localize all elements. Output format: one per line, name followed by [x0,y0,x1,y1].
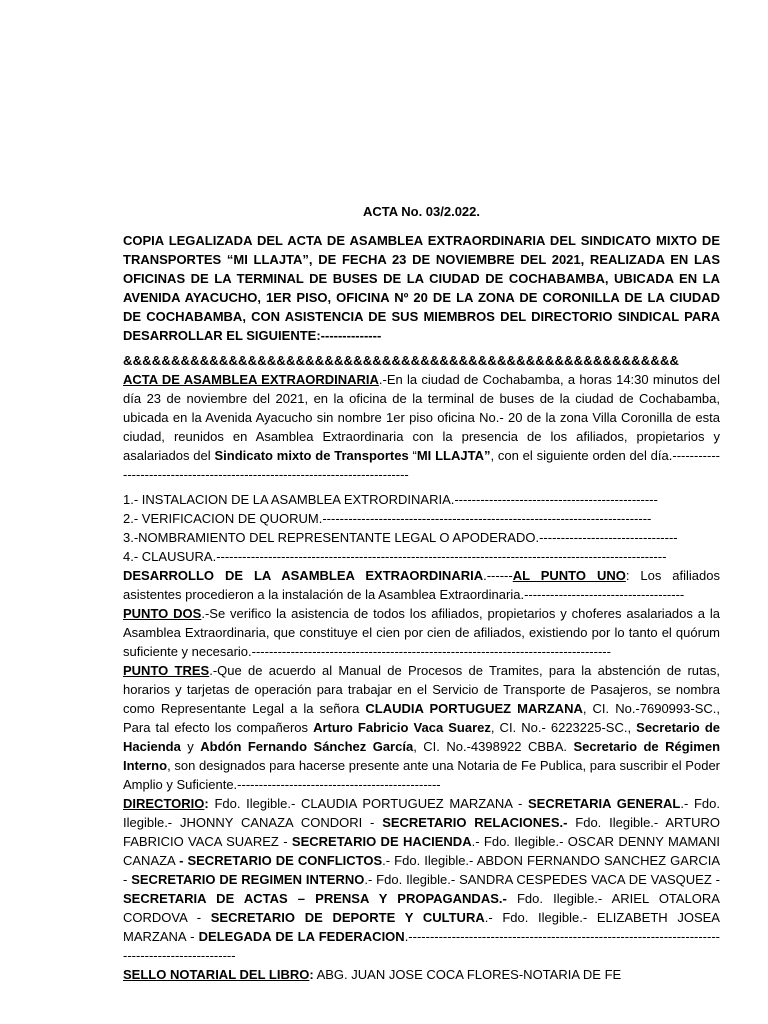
punto-tres-bold-4: Abdón Fernando Sánchez García [200,739,414,754]
directorio-text: Fdo. Ilegible.- ARTURO FABRICIO VACA SUAREZ - [123,815,720,849]
punto-tres-paragraph [123,661,720,794]
orden-item: 4.- CLAUSURA.-------------------------------------------------------------------------------------------------------- [123,549,667,564]
directorio-text: Fdo. Ilegible.- ARIEL OTALORA CORDOVA - [123,891,720,925]
acta-paragraph [123,370,720,484]
desarrollo-label: DESARROLLO DE LA ASAMBLEA EXTRAORDINARIA [123,568,484,583]
punto-dos-paragraph [123,604,720,661]
punto-dos-label: PUNTO DOS [123,606,202,621]
directorio-text: .-------------------------------------------------------------------------------------------------- [123,929,720,963]
desarrollo-dashes: .------ [483,568,513,583]
punto-tres-bold-3: Secretario de Hacienda [123,720,720,754]
punto-tres-bold-1: CLAUDIA PORTUGUEZ MARZANA [365,701,583,716]
punto-tres-text-2: , CI. No.-7690993-SC., Para tal efecto los compañeros [123,701,720,735]
directorio-paragraph [123,794,720,965]
document-title: ACTA No. 03/2.022. [362,204,481,219]
directorio-role: DELEGADA DE LA FEDERACION [198,929,405,944]
acta-bold-1: Sindicato mixto de Transportes [214,448,409,463]
ampersand-separator: &&&&&&&&&&&&&&&&&&&&&&&&&&&&&&&&&&&&&&&&&&&&&&&&&&&&&&&&&& [123,353,680,368]
document-heading: COPIA LEGALIZADA DEL ACTA DE ASAMBLEA EXTRAORDINARIA DEL SINDICATO MIXTO DE TRANSPORTES “MI LLAJTA”, DE FECHA 23 DE NOVIEMBRE DEL 2021, REALIZADA EN LAS OFICINAS DE LA TERMINAL DE BUSES DE LA CIUDAD DE COCHABAMBA, UBICADA EN LA AVENIDA AYACUCHO, 1ER PISO, OFICINA Nº 20 DE LA ZONA DE CORONILLA DE LA CIUDAD DE COCHABAMBA, CON ASISTENCIA DE SUS MIEMBROS DEL DIRECTORIO SINDICAL PARA DESARROLLAR EL SIGUIENTE:-------------- [123,233,720,343]
acta-text-3: , con el siguiente orden del día.----------------------------------------------------------------------------- [123,448,720,482]
orden-item: 3.-NOMBRAMIENTO DEL REPRESENTANTE LEGAL O APODERADO.-------------------------------- [123,530,678,545]
sello-text: ABG. JUAN JOSE COCA FLORES-NOTARIA DE FE [313,967,622,982]
punto-tres-text-4: y [180,739,201,754]
document-page [123,202,720,984]
directorio-text: Fdo. Ilegible.- CLAUDIA PORTUGUEZ MARZANA - [208,796,528,811]
acta-text-2: “ [408,448,417,463]
acta-label: ACTA DE ASAMBLEA EXTRAORDINARIA [123,372,379,387]
directorio-role: SECRETARIO RELACIONES.- [382,815,568,830]
directorio-text: .- Fdo. Ilegible.- OSCAR DENNY MAMANI CANAZA [123,834,721,868]
punto-tres-bold-2: Arturo Fabricio Vaca Suarez [313,720,491,735]
directorio-role: SECRETARIA GENERAL [528,796,681,811]
directorio-role: SECRETARIA DE ACTAS – PRENSA Y PROPAGANDAS.- [123,891,507,906]
sello-paragraph [123,965,720,984]
directorio-colon: : [204,796,209,811]
punto-uno-label: AL PUNTO UNO [512,568,626,583]
orden-item: 1.- INSTALACION DE LA ASAMBLEA EXTRORDINARIA.----------------------------------------------- [123,492,658,507]
punto-tres-text-5: , CI. No.-4398922 CBBA. [413,739,574,754]
directorio-text: .- Fdo. Ilegible.- ABDON FERNANDO SANCHEZ GARCIA - [123,853,721,887]
punto-tres-bold-5: Secretario de Régimen Interno [123,739,721,773]
punto-tres-text-1: .-Que de acuerdo al Manual de Procesos de Tramites, para la abstención de rutas, horarios y tarjetas de operación para trabajar en el Servicio de Transporte de Pasajeros, se nombra como Representante Legal a la señora [123,663,720,716]
directorio-role: SECRETARIO DE DEPORTE Y CULTURA [210,910,485,925]
punto-tres-text-6: , son designados para hacerse presente ante una Notaria de Fe Publica, para suscribir el Poder Amplio y Suficiente.----------------------------------------------- [123,758,720,792]
punto-tres-label: PUNTO TRES [123,663,210,678]
directorio-role: SECRETARIO DE REGIMEN INTERNO [131,872,365,887]
desarrollo-paragraph [123,566,720,604]
directorio-role: - SECRETARIO DE CONFLICTOS [179,853,383,868]
punto-tres-text-3: , CI. No.- 6223225-SC., [490,720,637,735]
directorio-text: .- Fdo. Ilegible.- JHONNY CANAZA CONDORI - [123,796,720,830]
punto-uno-text: : Los afiliados asistentes procedieron a la instalación de la Asamblea Extraordinaria.------------------------------------- [123,568,720,602]
sello-label: SELLO NOTARIAL DEL LIBRO [123,967,310,982]
punto-dos-text: .-Se verifico la asistencia de todos los afiliados, propietarios y choferes asalariados a la Asamblea Extraordinaria, que constituye el cien por cien de afiliados, existiendo por lo tanto el quórum suficiente y necesario.----------------------------------------------------------------------------------- [123,606,720,659]
directorio-label: DIRECTORIO [123,796,205,811]
orden-item: 2.- VERIFICACION DE QUORUM.---------------------------------------------------------------------------- [123,511,652,526]
directorio-text: .- Fdo. Ilegible.- SANDRA CESPEDES VACA DE VASQUEZ - [364,872,720,887]
directorio-role: SECRETARIO DE HACIENDA [291,834,472,849]
acta-bold-2: MI LLAJTA” [416,448,491,463]
acta-text-1: .-En la ciudad de Cochabamba, a horas 14:30 minutos del día 23 de noviembre del 2021, en la oficina de la terminal de buses de la ciudad de Cochabamba, ubicada en la Avenida Ayacucho sin nombre 1er piso oficina No.- 20 de la zona Villa Coronilla de esta ciudad, reunidos en Asamblea Extraordinaria con la presencia de los afiliados, propietarios y asalariados del [123,372,720,463]
orden-del-dia [123,490,720,566]
sello-colon: : [309,967,314,982]
directorio-text: .- Fdo. Ilegible.- ELIZABETH JOSEA MARZANA - [123,910,720,944]
